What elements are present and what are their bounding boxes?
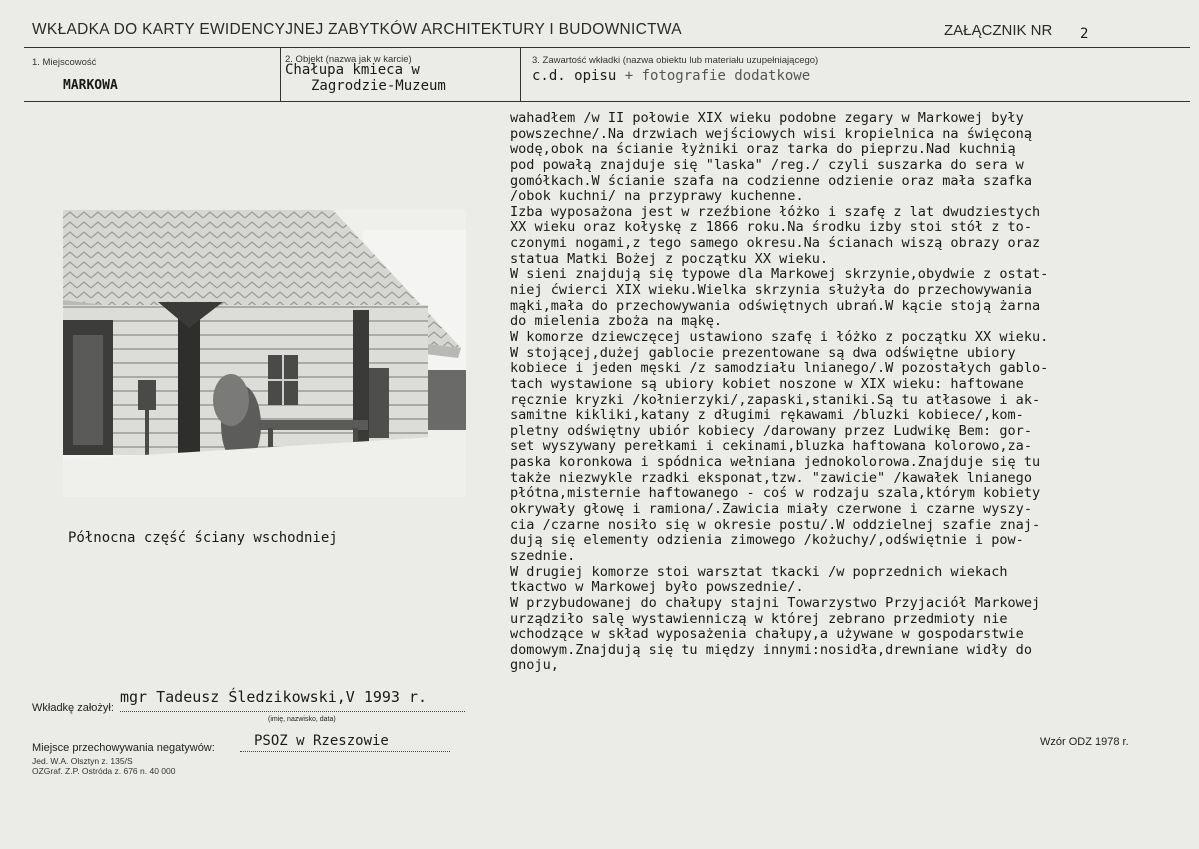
- description-line: mąki,mała do przechowywania odświętnych ubrań.W kącie stoją żarna: [510, 297, 1041, 314]
- description-line: W stojącej,dużej gablocie prezentowane są dwa odświętne ubiory: [510, 344, 1016, 361]
- negatives-value: PSOZ w Rzeszowie: [254, 733, 389, 749]
- description-line: gomółkach.W ścianie szafa na codzienne odzienie oraz mała szafka: [510, 172, 1032, 189]
- annex-label: ZAŁĄCZNIK NR: [944, 22, 1053, 39]
- description-line: wahadłem /w II połowie XIX wieku podobne zegary w Markowej były: [510, 110, 1024, 126]
- house-photograph: [63, 210, 466, 497]
- field-divider-1: [280, 47, 281, 101]
- description-line: wodę,obok na ścianie łyżniki oraz tarka do pieprzu.Nad kuchnią: [510, 141, 1016, 158]
- description-line: set wyszywany perełkami i cekinami,bluzka haftowana kolorowo,za-: [510, 438, 1032, 455]
- description-line: gnoju,: [510, 657, 559, 674]
- form-pattern: Wzór ODZ 1978 r.: [1040, 736, 1129, 748]
- description-line: do mielenia zboża na mąkę.: [510, 313, 723, 330]
- description-line: cia /czarne nosiło się w okresie postu/.W oddzielnej szafie znaj-: [510, 516, 1041, 533]
- description-line: W sieni znajdują się typowe dla Markowej skrzynie,obydwie z ostat-: [510, 266, 1049, 283]
- content-value-part2: + fotografie dodatkowe: [624, 68, 811, 84]
- description-text: [510, 111, 1180, 674]
- description-line: W drugiej komorze stoi warsztat tkacki /w poprzednich wiekach: [510, 563, 1008, 580]
- printer-info: [32, 756, 175, 776]
- field-divider-2: [520, 47, 521, 101]
- description-line: domowym.Znajdują się tu między innymi:nosidła,drewniane widły do: [510, 641, 1032, 658]
- content-value-part1: c.d. opisu: [532, 68, 617, 84]
- description-line: Izba wyposażona jest w rzeźbione łóżko i szafę z lat dwudziestych: [510, 203, 1041, 220]
- made-by-line: [120, 711, 465, 712]
- fields-rule: [24, 101, 1190, 102]
- photo-caption: Północna część ściany wschodniej: [68, 530, 338, 546]
- description-line: szednie.: [510, 547, 576, 564]
- description-line: powszechne/.Na drzwiach wejściowych wisi kropielnica na święconą: [510, 125, 1032, 142]
- object-value-line2: Zagrodzie-Muzeum: [311, 78, 446, 94]
- made-by-sublabel: (imię, nazwisko, data): [268, 716, 336, 723]
- description-line: także niezwykle rzadki eksponat,tzw. "zawicie" /kawałek lnianego: [510, 469, 1032, 486]
- description-line: płótna,misternie haftowanego - coś w rodzaju szala,którym kobiety: [510, 485, 1041, 502]
- description-line: pletny odświętny ubiór kobiecy /darowany przez Ludwikę Bem: gor-: [510, 422, 1032, 439]
- description-line: urządziło salę wystawienniczą w której zebrano przedmioty nie: [510, 610, 1008, 627]
- header-rule: [24, 47, 1190, 48]
- description-line: czonymi nogami,z tego samego okresu.Na ścianach wiszą obrazy oraz: [510, 235, 1041, 252]
- object-value: [285, 62, 446, 94]
- description-line: wchodzące w skład wyposażenia chałupy,a używane w gospodarstwie: [510, 626, 1024, 643]
- made-by-value: mgr Tadeusz Śledzikowski,V 1993 r.: [120, 688, 428, 706]
- content-value: [532, 68, 810, 84]
- printer-line-1: Jed. W.A. Olsztyn z. 135/S: [32, 756, 133, 766]
- description-line: statua Matki Bożej z początku XX wieku.: [510, 250, 829, 267]
- object-value-line1: Chałupa kmieca w: [285, 62, 420, 78]
- place-label: 1. Miejscowość: [32, 57, 97, 68]
- place-value: MARKOWA: [63, 78, 118, 93]
- printer-line-2: OZGraf. Z.P. Ostróda z. 676 n. 40 000: [32, 766, 176, 776]
- object-label: 2. Objekt (nazwa jak w karcie): [285, 54, 412, 65]
- annex-number: 2: [1080, 26, 1089, 42]
- negatives-line: [240, 751, 450, 752]
- description-line: samitne kikliki,katany z długimi rękawami /bluzki kobiece/,kom-: [510, 407, 1024, 424]
- description-line: tkactwo w Markowej było powszednie/.: [510, 579, 804, 596]
- description-line: pod powałą znajduje się "laska" /reg./ czyli suszarka do sera w: [510, 156, 1024, 173]
- content-label: 3. Zawartość wkładki (nazwa obiektu lub materiału uzupełniającego): [532, 55, 819, 66]
- description-line: ręcznie kryzki /kołnierzyki/,zapaski,staniki.Są tu atłasowe i ak-: [510, 391, 1041, 408]
- description-line: /obok kuchni/ na przyprawy kuchenne.: [510, 188, 804, 205]
- description-line: niej ćwierci XIX wieku.Wielka skrzynia służyła do przechowywania: [510, 282, 1032, 299]
- made-by-label: Wkładkę założył:: [32, 702, 114, 714]
- description-line: W przybudowanej do chałupy stajni Towarzystwo Przyjaciół Markowej: [510, 594, 1041, 611]
- description-line: paska koronkowa i spódnica wełniana jednokolorowa.Znajduje się tu: [510, 454, 1041, 471]
- form-title: WKŁADKA DO KARTY EWIDENCYJNEJ ZABYTKÓW ARCHITEKTURY I BUDOWNICTWA: [32, 21, 682, 38]
- description-line: XX wieku oraz kołyskę z 1866 roku.Na środku izby stoi stół z to-: [510, 219, 1032, 236]
- description-line: tach wystawione są ubiory kobiet noszone w XIX wieku: haftowane: [510, 375, 1024, 392]
- description-line: W komorze dziewczęcej ustawiono szafę i łóżko z początku XX wieku.: [510, 328, 1049, 345]
- negatives-label: Miejsce przechowywania negatywów:: [32, 742, 215, 754]
- description-line: kobiece i jeden męski /z samodziału lnianego/.W pozostałych gablo-: [510, 360, 1049, 377]
- description-line: okrywały głowę i ramiona/.Zawicia miały czerwone i czarne wyszy-: [510, 501, 1032, 518]
- description-line: dują się elementy odzienia zimowego /kożuchy/,odświętnie i pow-: [510, 532, 1024, 549]
- house-photograph-drawing: [63, 210, 466, 497]
